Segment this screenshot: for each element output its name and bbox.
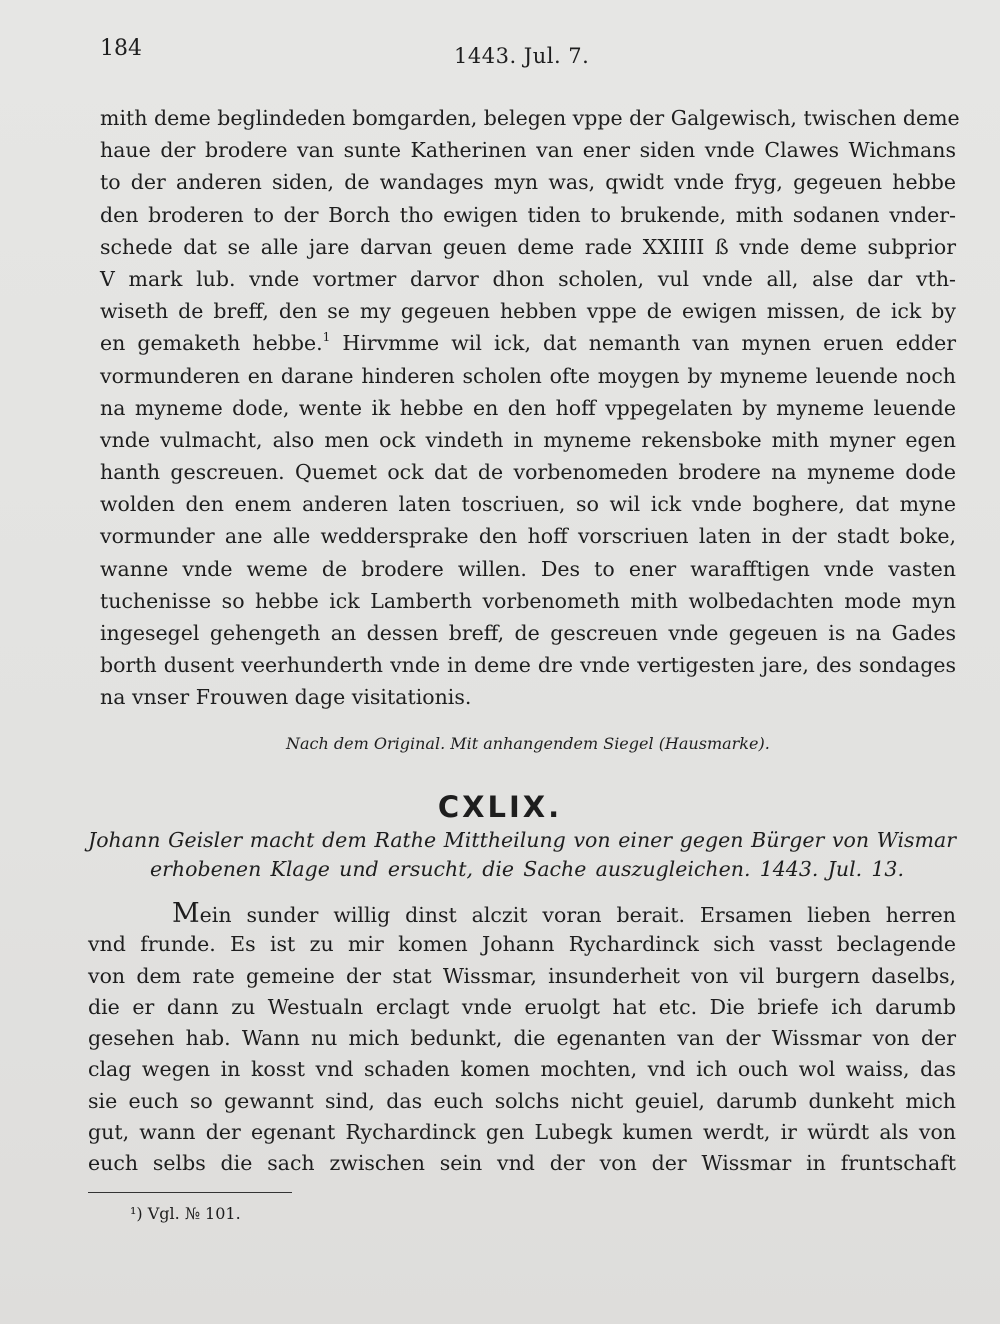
- text-line: na myneme dode, wente ik hebbe en den hoff vppegelaten by myneme leuende: [100, 395, 956, 420]
- text-line-with-footnote: [100, 327, 956, 359]
- text-line: die er dann zu Westualn erclagt vnde eruolgt hat etc. Die briefe ich darumb: [88, 994, 956, 1019]
- text-line: wiseth de breff, den se my gegeuen hebben vppe de ewigen missen, de ick by: [100, 299, 956, 324]
- text-line: euch selbs die sach zwischen sein vnd der von der Wissmar in fruntschaft: [88, 1151, 956, 1176]
- source-note: Nach dem Original. Mit anhangendem Siegel (Hausmarke).: [286, 734, 770, 753]
- text-line: den broderen to der Borch tho ewigen tiden to brukende, mith sodanen vnder-: [100, 202, 956, 227]
- text-line: tuchenisse so hebbe ick Lamberth vorbenometh mith wolbedachten mode myn: [100, 588, 956, 613]
- text-line: hanth gescreuen. Quemet ock dat de vorbenomeden brodere na myneme dode: [100, 460, 956, 485]
- text-line: gesehen hab. Wann nu mich bedunkt, die egenanten van der Wissmar von der: [88, 1026, 956, 1051]
- text-line: sie euch so gewannt sind, das euch solchs nicht geuiel, darumb dunkeht mich: [88, 1088, 956, 1113]
- regest: [88, 826, 956, 884]
- text-line: haue der brodere van sunte Katherinen van ener siden vnde Clawes Wichmans: [100, 138, 956, 163]
- text-line: to der anderen siden, de wandages myn was, qwidt vnde fryg, gegeuen hebbe: [100, 170, 956, 195]
- text-segment: Hirvmme wil ick, dat nemanth van mynen eruen edder: [330, 331, 957, 356]
- text-line: von dem rate gemeine der stat Wissmar, insunderheit von vil burgern daselbs,: [88, 963, 956, 988]
- footnote: ¹) Vgl. № 101.: [130, 1204, 241, 1223]
- text-line: borth dusent veerhunderth vnde in deme dre vnde vertigesten jare, des sondages: [100, 653, 956, 678]
- regest-line: erhobenen Klage und ersucht, die Sache auszugleichen. 1443. Jul. 13.: [150, 857, 904, 881]
- text-line: mith deme beglindeden bomgarden, belegen vppe der Galgewisch, twischen deme: [100, 106, 960, 130]
- document-number: CXLIX.: [437, 790, 563, 824]
- text-line: vnde vulmacht, also men ock vindeth in myneme rekensboke mith myner egen: [100, 427, 956, 452]
- regest-line: Johann Geisler macht dem Rathe Mittheilung von einer gegen Bürger von Wismar: [88, 828, 956, 852]
- text-line: V mark lub. vnde vortmer darvor dhon scholen, vul vnde all, alse dar vth-: [100, 266, 956, 291]
- letter-text: [88, 898, 956, 1180]
- page-number: 184: [100, 36, 142, 61]
- text-line: schede dat se alle jare darvan geuen deme rade XXIIII ß vnde deme subprior: [100, 234, 956, 259]
- text-line: ingesegel gehengeth an dessen breff, de gescreuen vnde gegeuen is na Gades: [100, 621, 956, 645]
- text-line: wolden den enem anderen laten toscriuen, so wil ick vnde boghere, dat myne: [100, 492, 956, 517]
- footnote-divider: [88, 1192, 292, 1193]
- text-segment: en gemaketh hebbe.: [100, 331, 323, 356]
- text-line: Mein sunder willig dinst alczit voran berait. Ersamen lieben herren: [172, 898, 956, 929]
- text-line: clag wegen in kosst vnd schaden komen mochten, vnd ich ouch wol waiss, das: [88, 1057, 956, 1082]
- text-line: gut, wann der egenant Rychardinck gen Lubegk kumen werdt, ir würdt als von: [88, 1120, 956, 1145]
- footnote-mark[interactable]: 1: [322, 330, 331, 345]
- running-head: 1443. Jul. 7.: [454, 44, 590, 68]
- text-line: wanne vnde weme de brodere willen. Des to ener warafftigen vnde vasten: [100, 556, 956, 581]
- text-line: na vnser Frouwen dage visitationis.: [100, 685, 472, 710]
- text-line: vnd frunde. Es ist zu mir komen Johann Rychardinck sich vasst beclagende: [88, 932, 956, 957]
- charter-text: [100, 102, 960, 714]
- text-line: vormunder ane alle weddersprake den hoff vorscriuen laten in der stadt boke,: [100, 524, 956, 549]
- text-line: vormunderen en darane hinderen scholen ofte moygen by myneme leuende noch: [100, 363, 956, 388]
